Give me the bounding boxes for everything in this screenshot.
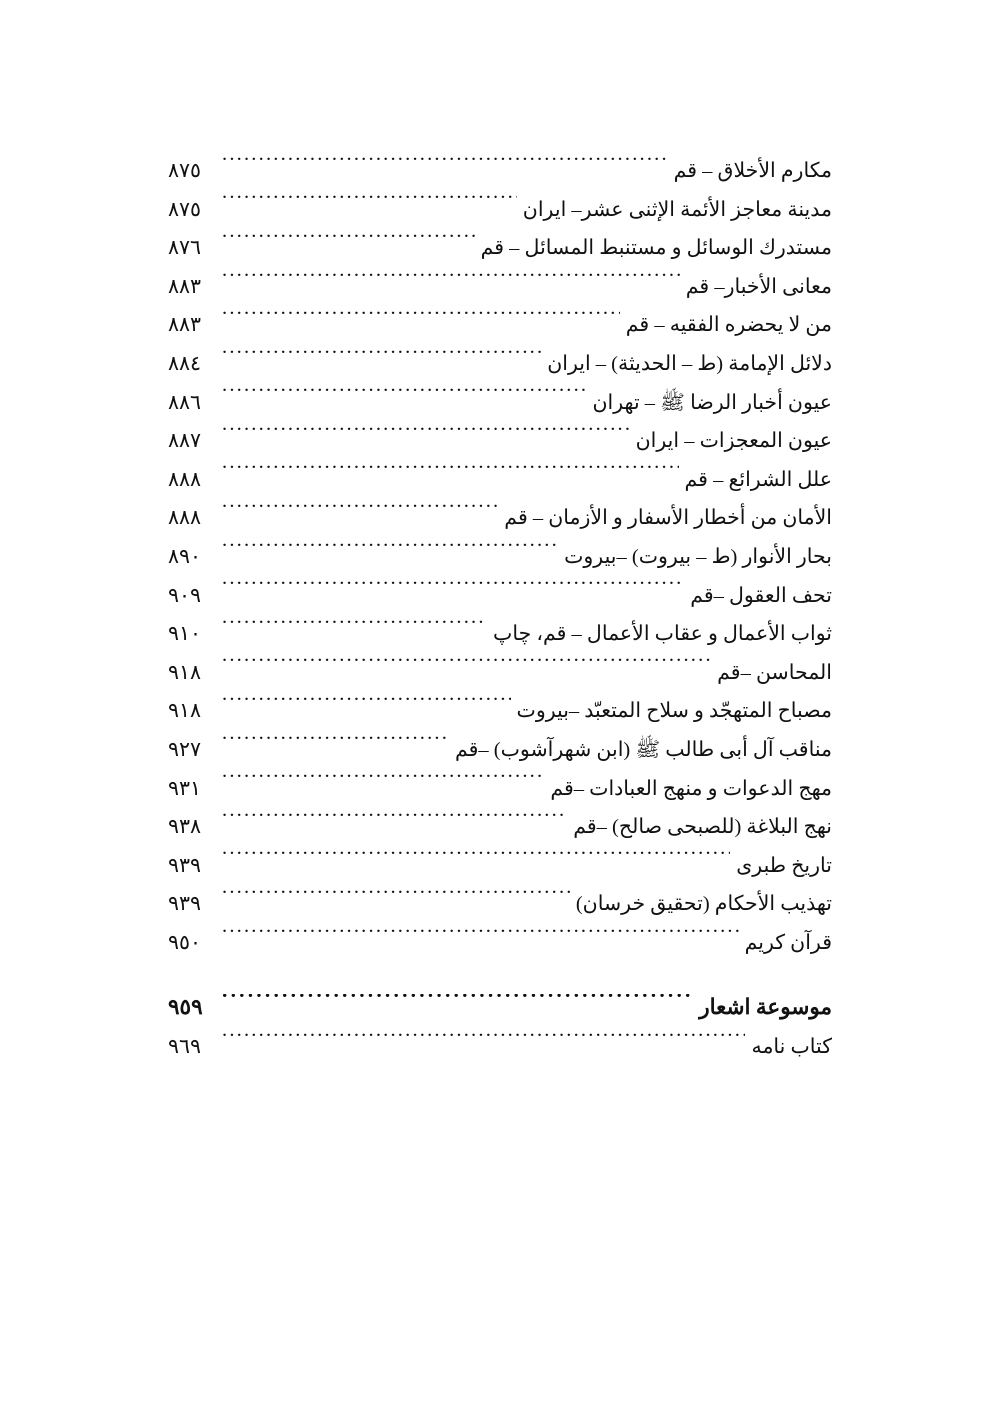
- toc-leader-dots: [222, 1033, 745, 1054]
- toc-entry[interactable]: [168, 885, 832, 924]
- toc-entry-page-number: ٨٨٣: [168, 275, 202, 298]
- toc-leader-dots: [222, 272, 680, 293]
- toc-entry-title: مصباح المتهجّد و سلاح المتعبّد –بيروت: [516, 700, 832, 723]
- toc-leader-dots: [222, 928, 739, 949]
- toc-entry[interactable]: [168, 731, 832, 770]
- toc-entry-page-number: ٩٣١: [168, 777, 202, 800]
- toc-entry-title: تهذيب الأحكام (تحقيق خرسان): [575, 893, 832, 916]
- toc-entry-title: عيون المعجزات – ايران: [635, 430, 832, 453]
- toc-entry-page-number: ٩٣٩: [168, 854, 202, 877]
- toc-entry[interactable]: [168, 577, 832, 616]
- toc-entry-page-number: ٨٧٥: [168, 160, 202, 182]
- toc-entry-page-number: ٩١٨: [168, 700, 202, 723]
- toc-entry[interactable]: [168, 306, 832, 345]
- toc-entry-title: بحار الأنوار (ط – بيروت) –بيروت: [564, 545, 832, 568]
- toc-leader-dots: [222, 620, 487, 641]
- toc-entry[interactable]: [168, 229, 832, 268]
- toc-entry-page-number: ٨٨٤: [168, 352, 202, 375]
- toc-leader-dots: [222, 994, 693, 1015]
- toc-entry[interactable]: [168, 770, 832, 809]
- toc-entry-page-number: ٨٩٠: [168, 545, 202, 568]
- toc-entry[interactable]: [168, 461, 832, 500]
- toc-entry-title: مهج الدعوات و منهج العبادات –قم: [550, 777, 832, 800]
- toc-entry-page-number: ٨٨٨: [168, 507, 202, 530]
- toc-entry-page-number: ٩١٨: [168, 661, 202, 684]
- toc-entry-title: ثواب الأعمال و عقاب الأعمال – قم، چاپ: [493, 623, 832, 646]
- toc-entry-page-number: ٩٦٩: [168, 1036, 202, 1059]
- toc-entry[interactable]: [168, 191, 832, 230]
- toc-leader-dots: [222, 542, 558, 563]
- toc-entry-page-number: ٩٢٧: [168, 738, 202, 761]
- toc-entry[interactable]: [168, 692, 832, 731]
- toc-entry-page-number: ٩٣٨: [168, 816, 202, 839]
- toc-entry-title: مدينة معاجز الأئمة الإثنى عشر– ايران: [522, 198, 832, 221]
- toc-entry-title: المحاسن –قم: [717, 661, 832, 684]
- toc-leader-dots: [222, 890, 570, 911]
- toc-entry[interactable]: [168, 152, 832, 191]
- toc-entry[interactable]: [168, 808, 832, 847]
- toc-entry-title: الأمان من أخطار الأسفار و الأزمان – قم: [504, 507, 832, 530]
- toc-leader-dots: [222, 813, 567, 834]
- table-of-contents: [168, 152, 832, 1067]
- toc-entry-title: علل الشرائع – قم: [684, 468, 832, 491]
- toc-entry-page-number: ٨٨٧: [168, 430, 202, 453]
- toc-leader-dots: [222, 774, 544, 795]
- toc-leader-dots: [222, 658, 711, 679]
- toc-entry[interactable]: [168, 422, 832, 461]
- toc-entry[interactable]: [168, 538, 832, 577]
- toc-section-heading[interactable]: [168, 986, 832, 1028]
- toc-entry[interactable]: [168, 615, 832, 654]
- toc-entry-title: عيون أخبار الرضا ﷺ – تهران: [592, 391, 832, 414]
- toc-entry-title: كتاب نامه: [751, 1036, 832, 1059]
- toc-entry-page-number: ٩٠٩: [168, 584, 202, 607]
- toc-leader-dots: [222, 388, 586, 409]
- toc-entry[interactable]: [168, 924, 832, 963]
- toc-entry-title: تاريخ طبرى: [736, 854, 832, 877]
- toc-entry-page-number: ٨٧٥: [168, 198, 202, 221]
- toc-entry-title: مكارم الأخلاق – قم: [673, 160, 832, 182]
- toc-leader-dots: [222, 195, 517, 216]
- toc-entry-page-number: ٩١٠: [168, 623, 202, 646]
- toc-entry-title: مستدرك الوسائل و مستنبط المسائل – قم: [480, 237, 832, 260]
- toc-entry-title: معانى الأخبار– قم: [685, 275, 832, 298]
- toc-leader-dots: [222, 851, 730, 872]
- toc-entry[interactable]: [168, 384, 832, 423]
- toc-leader-dots: [222, 234, 475, 255]
- toc-entry-title: مناقب آل أبى طالب ﷺ (ابن شهرآشوب) –قم: [454, 738, 832, 761]
- toc-entry-page-number: ٨٨٨: [168, 468, 202, 491]
- toc-entry-page-number: ٩٣٩: [168, 893, 202, 916]
- toc-entry[interactable]: [168, 654, 832, 693]
- toc-leader-dots: [222, 697, 511, 718]
- toc-leader-dots: [222, 311, 620, 332]
- toc-entry[interactable]: [168, 345, 832, 384]
- toc-entry-title: نهج البلاغة (للصبحى صالح) –قم: [573, 816, 832, 839]
- toc-entry-title: موسوعة اشعار: [699, 995, 832, 1020]
- toc-entry-page-number: ٨٧٦: [168, 237, 202, 260]
- toc-entry[interactable]: [168, 847, 832, 886]
- toc-entry[interactable]: [168, 268, 832, 307]
- toc-entry[interactable]: [168, 499, 832, 538]
- toc-leader-dots: [222, 349, 541, 370]
- toc-leader-dots: [222, 504, 498, 525]
- toc-entry-title: تحف العقول –قم: [690, 584, 832, 607]
- toc-entry-title: دلائل الإمامة (ط – الحديثة) – ايران: [547, 352, 832, 375]
- toc-entry-page-number: ٨٨٣: [168, 314, 202, 337]
- toc-leader-dots: [222, 581, 684, 602]
- toc-entry-page-number: ٩٥٩: [168, 995, 203, 1020]
- toc-entry-title: من لا يحضره الفقيه – قم: [625, 314, 832, 337]
- toc-leader-dots: [222, 735, 449, 756]
- toc-leader-dots: [222, 427, 630, 448]
- toc-entry-page-number: ٩٥٠: [168, 931, 202, 954]
- toc-entry[interactable]: [168, 1028, 832, 1067]
- toc-leader-dots: [222, 157, 668, 178]
- toc-leader-dots: [222, 465, 679, 486]
- toc-entry-page-number: ٨٨٦: [168, 391, 202, 414]
- toc-entry-title: قرآن كريم: [744, 931, 832, 954]
